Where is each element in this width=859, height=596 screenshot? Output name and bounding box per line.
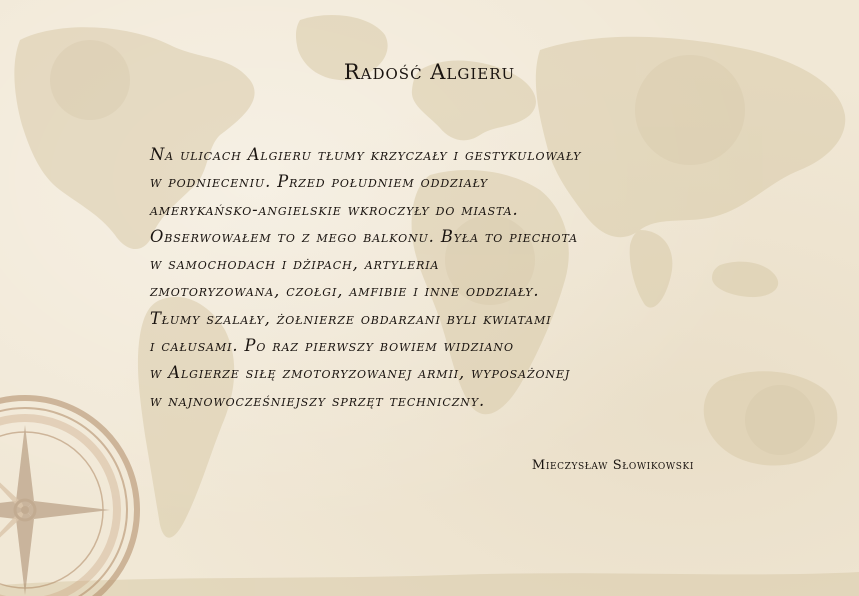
poem-text bbox=[150, 141, 730, 414]
poem-line: w najnowocześniejszy sprzęt techniczny. bbox=[150, 390, 486, 410]
page-title: Radość Algieru bbox=[343, 60, 516, 84]
poem-line: w samochodach i dżipach, artyleria bbox=[150, 254, 440, 274]
poem-line: zmotoryzowana, czołgi, amfibie i inne oddziały. bbox=[150, 281, 540, 301]
poem-line: Obserwowałem to z mego balkonu. Była to piechota bbox=[150, 226, 578, 246]
poem-line: Na ulicach Algieru tłumy krzyczały i gestykulowały bbox=[150, 145, 582, 164]
poem-line: Tłumy szalały, żołnierze obdarzani byli kwiatami bbox=[150, 308, 552, 328]
compass-rose-icon bbox=[0, 395, 140, 596]
poem-line: i całusami. Po raz pierwszy bowiem widziano bbox=[150, 336, 514, 356]
poem-line: w podnieceniu. Przed południem oddziały bbox=[150, 172, 488, 192]
author-signature: Mieczysław Słowikowski bbox=[531, 458, 694, 473]
poem-line: amerykańsko-angielskie wkroczyły do miasta. bbox=[150, 199, 519, 219]
poem-line: w Algierze siłę zmotoryzowanej armii, wyposażonej bbox=[150, 363, 571, 383]
